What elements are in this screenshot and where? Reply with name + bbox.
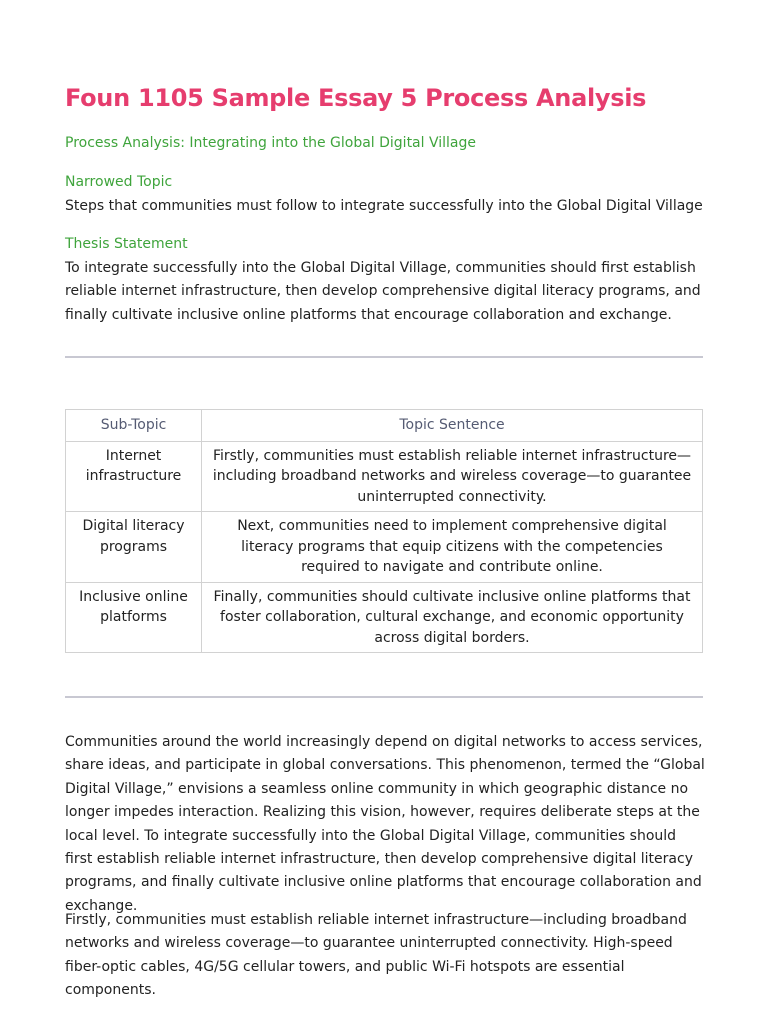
table-cell-subtopic: Digital literacy programs (66, 512, 202, 583)
narrowed-topic-text: Steps that communities must follow to integrate successfully into the Global Digital Village (65, 198, 703, 214)
thesis-text: To integrate successfully into the Global Digital Village, communities should first establish reliable internet infrastructure, then develop comprehensive digital literacy programs, and finally cultivate inclusive online platforms that encourage collaboration and exchange. (65, 260, 701, 323)
divider (65, 356, 703, 358)
table-row (66, 582, 703, 653)
essay-paragraph: Communities around the world increasingly depend on digital networks to access services, share ideas, and participate in global conversations. This phenomenon, termed the “Global Digital Village,” envisions a seamless online community in which geographic distance no longer impedes interaction. Realizing this vision, however, requires deliberate steps at the local level. To integrate successfully into the Global Digital Village, communities should first establish reliable internet infrastructure, then develop comprehensive digital literacy programs, and finally cultivate inclusive online platforms that encourage collaboration and exchange. (65, 734, 705, 914)
subtopic-table (65, 409, 703, 653)
table-header-row (66, 410, 703, 442)
essay-paragraph: Firstly, communities must establish reliable internet infrastructure—including broadband networks and wireless coverage—to guarantee uninterrupted connectivity. High-speed fiber-optic cables, 4G/5G cellular towers, and public Wi-Fi hotspots are essential components. (65, 912, 687, 999)
table-cell-subtopic: Internet infrastructure (66, 441, 202, 512)
table-row (66, 441, 703, 512)
thesis-heading: Thesis Statement (65, 236, 188, 252)
table-row (66, 512, 703, 583)
document-title: Foun 1105 Sample Essay 5 Process Analysis (65, 84, 647, 112)
table-cell-subtopic: Inclusive online platforms (66, 582, 202, 653)
table-cell-sentence: Next, communities need to implement comprehensive digital literacy programs that equip citizens with the competencies required to navigate and contribute online. (202, 512, 703, 583)
narrowed-topic-heading: Narrowed Topic (65, 174, 173, 190)
table-cell-sentence: Finally, communities should cultivate inclusive online platforms that foster collaboration, cultural exchange, and economic opportunity across digital borders. (202, 582, 703, 653)
table-cell-sentence: Firstly, communities must establish reliable internet infrastructure—including broadband networks and wireless coverage—to guarantee uninterrupted connectivity. (202, 441, 703, 512)
document-subtitle: Process Analysis: Integrating into the Global Digital Village (65, 135, 476, 151)
divider (65, 696, 703, 698)
table-header-subtopic: Sub-Topic (66, 410, 202, 442)
table-header-topic-sentence: Topic Sentence (202, 410, 703, 442)
